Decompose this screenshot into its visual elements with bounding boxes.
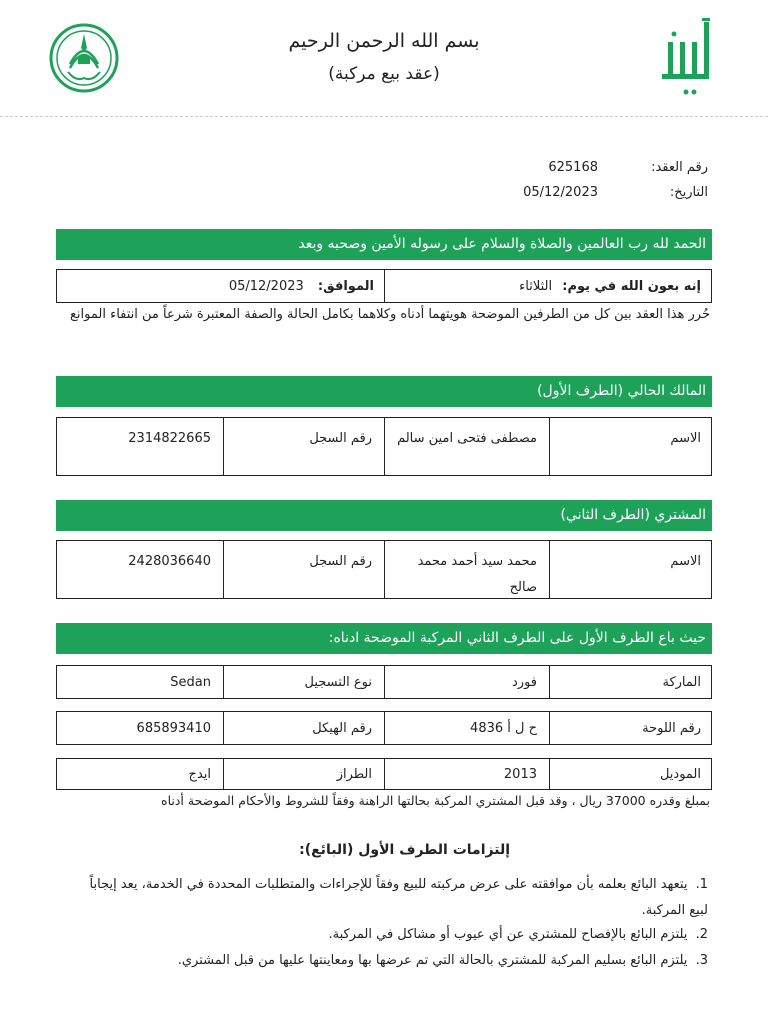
hijri-value: 05/12/2023 (228, 279, 304, 294)
seller-name-value: مصطفى فتحى امين سالم (397, 431, 537, 446)
buyer-reg-value: 2428036640 (128, 554, 211, 569)
model-value: 2013 (503, 767, 537, 782)
buyer-name-value: محمد سيد أحمد محمد صالح (417, 554, 537, 595)
contract-number-value: 625168 (548, 160, 598, 175)
absher-logo-icon (658, 18, 716, 98)
day-value: الثلاثاء (519, 279, 553, 294)
seller-bar: المالك الحالي (الطرف الأول) (56, 376, 712, 407)
basmala: بسم الله الرحمن الرحيم (288, 30, 480, 52)
obligation-number: 2. (695, 927, 708, 942)
make-label: الماركة (662, 675, 701, 690)
buyer-bar: المشتري (الطرف الثاني) (56, 500, 712, 531)
contract-number-label: رقم العقد: (651, 160, 708, 175)
style-value: ايدج (188, 767, 211, 782)
vehicle-bar: حيث باع الطرف الأول على الطرف الثاني المركبة الموضحة ادناه: (56, 623, 712, 654)
seller-reg-value: 2314822665 (128, 431, 211, 446)
day-box (56, 269, 712, 303)
make-value: فورد (512, 675, 537, 690)
price-text: بمبلغ وقدره 37000 ريال ، وقد قبل المشتري المركبة بحالتها الراهنة وفقاً للشروط والأحكام الموضحة أدناه (161, 793, 710, 808)
model-label: الموديل (659, 767, 701, 782)
vehicle-row-make (56, 665, 712, 699)
buyer-reg-label: رقم السجل (309, 554, 372, 569)
obligation-number: 1. (695, 877, 708, 892)
obligation-item (76, 948, 708, 974)
hijri-cell (57, 270, 384, 302)
regtype-value: Sedan (170, 675, 211, 690)
obligation-text: يلتزم البائع بسليم المركبة للمشتري بالحالة التي تم عرضها بها ومعاينتها عليها من قبل المشتري. (177, 953, 688, 968)
vehicle-row-plate (56, 711, 712, 745)
obligation-number: 3. (695, 953, 708, 968)
seller-name-label: الاسم (670, 431, 701, 446)
obligation-item (76, 872, 708, 924)
seller-box (56, 417, 712, 476)
regtype-label: نوع التسجيل (304, 675, 372, 690)
obligation-text: يلتزم البائع بالإفصاح للمشتري عن أي عيوب أو مشاكل في المركبة. (328, 927, 688, 942)
obligations-title: إلتزامات الطرف الأول (البائع): (299, 842, 510, 858)
hijri-label: الموافق: (317, 279, 374, 294)
absher-logo (658, 18, 716, 98)
agreement-text: حُرر هذا العقد بين كل من الطرفين الموضحة هويتهما أدناه وكلاهما بكامل الحالة والصفة المعتبرة شرعاً من انتفاء الموانع (70, 307, 710, 322)
style-label: الطراز (336, 767, 372, 782)
buyer-name-label: الاسم (670, 554, 701, 569)
plate-label: رقم اللوحة (642, 721, 701, 736)
contract-date-label: التاريخ: (669, 185, 708, 200)
saudi-emblem-icon (48, 22, 120, 94)
obligation-item (76, 922, 708, 948)
document-title: (عقد بيع مركبة) (328, 64, 440, 84)
contract-date-value: 05/12/2023 (523, 185, 598, 200)
chassis-value: 685893410 (136, 721, 211, 736)
buyer-box (56, 540, 712, 599)
ministry-emblem (48, 22, 120, 94)
intro-bar: الحمد لله رب العالمين والصلاة والسلام على رسوله الأمين وصحبه وبعد (56, 229, 712, 260)
header-divider (0, 116, 768, 117)
obligation-text: يتعهد البائع بعلمه بأن موافقته على عرض مركبته للبيع وفقاً للإجراءات والمتطلبات المحددة في الخدمة، يعد إيجاباً لبيع المركبة. (89, 877, 708, 918)
day-cell (384, 270, 711, 302)
plate-value: ح ل أ 4836 (470, 721, 537, 736)
chassis-label: رقم الهيكل (312, 721, 372, 736)
seller-reg-label: رقم السجل (309, 431, 372, 446)
vehicle-row-model (56, 758, 712, 790)
day-label: إنه بعون الله في يوم: (562, 279, 701, 294)
